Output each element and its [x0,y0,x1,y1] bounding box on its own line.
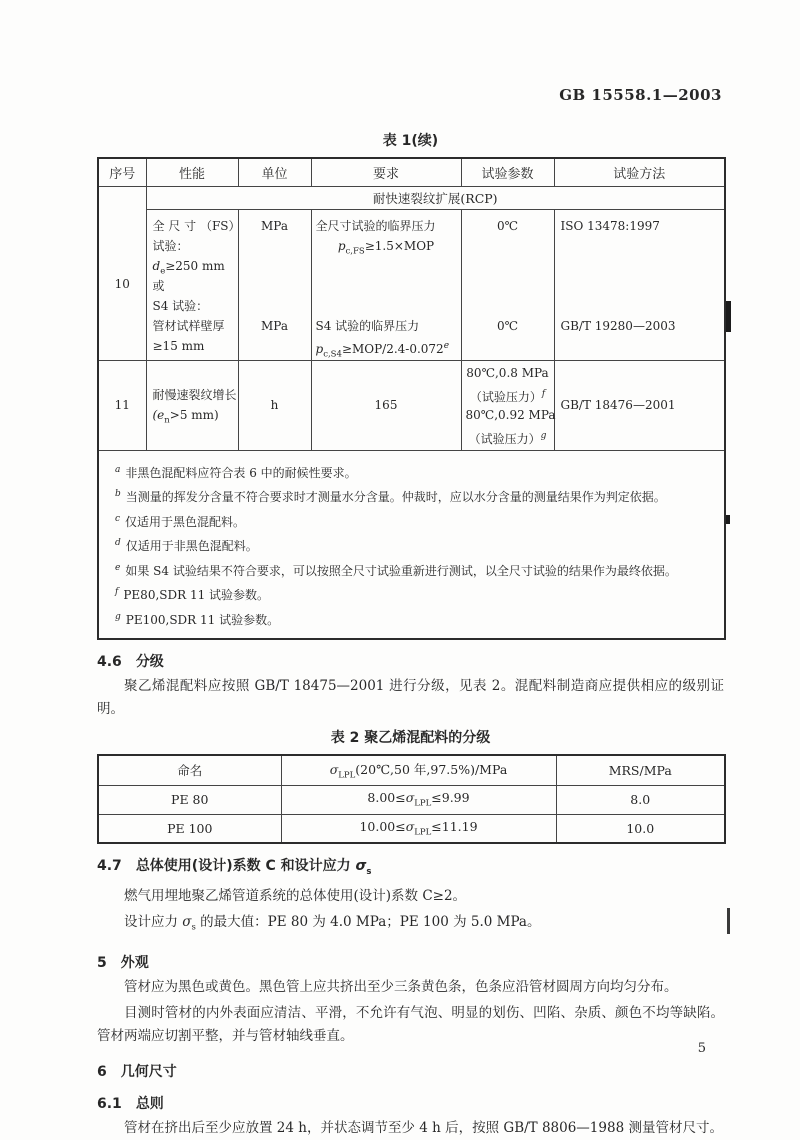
footnote-marker: g [115,611,121,622]
scan-artifact [726,301,731,332]
col-header-test-param: 试验参数 [461,158,554,186]
footnote-text: 非黑色混配料应符合表 6 中的耐候性要求。 [125,465,357,480]
pressure-symbol: p [315,341,324,356]
sigma-symbol: σ [405,819,415,834]
footnote-text: 仅适用于非黑色混配料。 [125,539,258,553]
section-title: 分级 [135,654,164,670]
perf-line: 耐慢速裂纹增长 [152,388,237,402]
param-line [466,384,550,405]
method-fs: ISO 13478:1997 [560,218,660,233]
perf-line-formula [153,405,234,425]
footnote-text: 仅适用于黑色混配料。 [125,514,246,529]
table1-title: 表 1(续) [382,133,439,149]
scan-artifact [726,515,730,524]
section-5-paragraph-2: 目测时管材的内外表面应清洁、平滑，不允许有气泡、明显的划伤、凹陷、杂质、颜色不均等缺陷。管材两端应切割平整，并与管材轴线垂直。 [97,1005,724,1045]
section-4-6-body: 聚乙烯混配料应按照 GB/T 18475—2001 进行分级，见表 2。混配料制造商应提供相应的级别证明。 [97,678,724,717]
perf-line: S4 试验： [152,298,209,313]
wall-thickness-symbol: (e [152,408,165,422]
table1-rcp-subheader-row [98,186,725,209]
test-pressure-label: （试验压力） [469,390,542,404]
table-1 [97,157,726,640]
col-header-test-method: 试验方法 [554,158,725,186]
param-line: 80℃,0.92 MPa [465,408,556,422]
section-5-heading [97,953,724,973]
footnote-marker: e [115,562,121,573]
standard-code: GB 15558.1—2003 [559,86,722,104]
footnote-g [115,607,710,632]
footnote-marker: a [115,464,121,475]
footnote-ref-f: f [541,389,546,399]
footnote-text: 如果 S4 试验结果不符合要求，可以按照全尺寸试验重新进行测试，以全尺寸试验的结果作为最终依据。 [125,563,677,578]
diameter-condition: ≥250 mm [165,258,225,273]
row10-test-method-cell [554,209,725,360]
pressure-subscript: c,FS [345,245,365,256]
section-4-7-line1: 燃气用埋地聚乙烯管道系统的总体使用(设计)系数 C≥2。 [124,887,467,904]
section-number: 6 [97,1064,107,1081]
section-number: 5 [97,955,107,972]
footnote-a [115,460,710,485]
range-lower: 10.00≤ [359,819,406,834]
table2-row-pe80 [98,785,725,814]
sigma-subscript: LPL [338,770,356,781]
pe100-mrs: 10.0 [556,814,725,843]
sigma-conditions: (20℃,50 年,97.5%)/MPa [355,762,508,777]
footnote-marker: c [115,513,121,524]
table2-title: 表 2 聚乙烯混配料的分级 [330,730,491,746]
perf-line: 试验： [152,238,189,253]
footnote-ref-g: g [540,431,547,441]
col-header-property: 性能 [146,158,238,186]
table1-row-10 [98,209,725,360]
wall-thickness-subscript: n [164,415,170,426]
table-2 [97,754,726,844]
section-6-heading [97,1062,724,1082]
row10-performance-cell [146,209,241,360]
section-4-7-heading [97,856,724,882]
perf-line: 或 [152,278,165,293]
footnote-text: PE80,SDR 11 试验参数。 [123,588,270,602]
diameter-symbol: d [152,258,161,273]
sigma-subscript: LPL [414,827,432,838]
footnote-f [115,582,710,607]
param-line: 80℃,0.8 MPa [466,366,549,380]
row10-test-param-cell [461,209,554,360]
col-header-mrs: MRS/MPa [556,755,725,785]
sigma-symbol: σ [405,790,415,806]
pe80-sigma-range [281,785,556,814]
footnote-text: 当测量的挥发分含量不符合要求时才测量水分含量。仲裁时，应以水分含量的测量结果作为判定依据。 [125,490,666,504]
pressure-symbol: p [337,238,346,253]
diameter-subscript: e [160,265,166,276]
section-number: 4.7 [97,858,122,874]
pe80-name: PE 80 [98,785,281,814]
rcp-span-header: 耐快速裂纹扩展(RCP) [146,186,725,209]
range-upper: ≤11.19 [431,819,478,834]
row10-requirement-cell [311,209,461,360]
footnote-b [115,484,710,509]
section-title: 总体使用(设计)系数 C 和设计应力 [135,858,356,874]
unit-fs: MPa [261,218,288,233]
sigma-symbol: σ [182,913,192,930]
unit-s4: MPa [261,318,288,333]
table2-header-row [98,755,725,785]
perf-line-formula [153,256,234,276]
table1-row-11 [98,360,725,450]
footnote-ref-e: e [443,340,450,351]
footnote-marker: d [115,538,121,548]
footnotes-cell [98,450,725,639]
scan-artifact [727,908,730,934]
table1-header-row [98,158,725,186]
design-stress-label: 设计应力 [124,913,183,930]
section-4-6-heading [97,652,724,672]
range-upper: ≤9.99 [431,790,470,806]
section-title: 总则 [135,1096,164,1113]
pe100-name: PE 100 [98,814,281,843]
req-fs-text: 全尺寸试验的临界压力 [315,218,436,233]
row11-performance-cell [146,360,238,450]
col-header-designation: 命名 [98,755,281,785]
row11-seq: 11 [98,360,146,450]
req-s4-text: S4 试验的临界压力 [315,318,420,333]
row11-test-param-cell [461,360,554,450]
pressure-subscript: c,S4 [323,348,342,359]
perf-line: 全 尺 寸 （FS） [152,218,241,233]
col-header-requirement: 要求 [311,158,461,186]
test-pressure-label: （试验压力） [468,432,541,446]
range-lower: 8.00≤ [367,790,406,806]
footnote-d [115,533,710,558]
wall-thickness-condition: >5 mm) [169,408,219,422]
col-header-sigma-lpl [281,755,556,785]
param-fs: 0℃ [496,218,519,233]
section-number: 4.6 [97,654,122,670]
method-s4: GB/T 19280—2003 [560,318,676,333]
row11-requirement-cell: 165 [311,360,461,450]
row10-unit-cell [238,209,311,360]
page-number: 5 [697,1041,706,1056]
section-title: 外观 [120,955,149,972]
row11-test-method-cell: GB/T 18476—2001 [554,360,725,450]
perf-line: 管材试样壁厚 [152,318,225,333]
footnote-e [115,558,710,583]
sigma-subscript: LPL [414,798,432,809]
footnote-marker: b [115,489,121,499]
section-title: 几何尺寸 [120,1064,177,1081]
sigma-subscript: s [191,922,196,933]
section-4-7-line2 [97,911,724,940]
page-content [97,86,724,1140]
sigma-subscript: s [366,866,372,877]
row10-seq: 10 [98,209,146,360]
perf-line: ≥15 mm [152,338,205,353]
empty-seq-cell [98,186,146,209]
section-5-paragraph-1: 管材应为黑色或黄色。黑色管上应共挤出至少三条黄色条，色条应沿管材圆周方向均匀分布。 [124,979,678,996]
pe80-mrs: 8.0 [556,785,725,814]
sigma-symbol: σ [329,762,339,777]
req-fs-formula [316,236,457,256]
param-s4: 0℃ [496,318,519,333]
col-header-unit: 单位 [238,158,311,186]
footnote-c [115,509,710,534]
req-s4-expression: ≥MOP/2.4-0.072 [341,341,444,356]
table1-footnotes-row [98,450,725,639]
sigma-symbol: σ [355,858,367,874]
req-s4-formula [315,336,457,359]
pe100-sigma-range [281,814,556,843]
footnote-marker: f [115,587,119,597]
col-header-seq: 序号 [98,158,146,186]
section-number: 6.1 [97,1096,122,1113]
row11-unit-cell: h [238,360,311,450]
param-line [466,426,550,447]
section-6-1-heading [97,1094,724,1114]
section-6-1-body: 管材在挤出后至少应放置 24 h，并状态调节至少 4 h 后，按照 GB/T 8806—1988 测量管材尺寸。 [124,1120,723,1137]
req-fs-expression: ≥1.5×MOP [364,238,435,253]
table2-row-pe100 [98,814,725,843]
design-stress-values: 的最大值：PE 80 为 4.0 MPa；PE 100 为 5.0 MPa。 [195,913,541,930]
footnote-text: PE100,SDR 11 试验参数。 [125,612,280,627]
